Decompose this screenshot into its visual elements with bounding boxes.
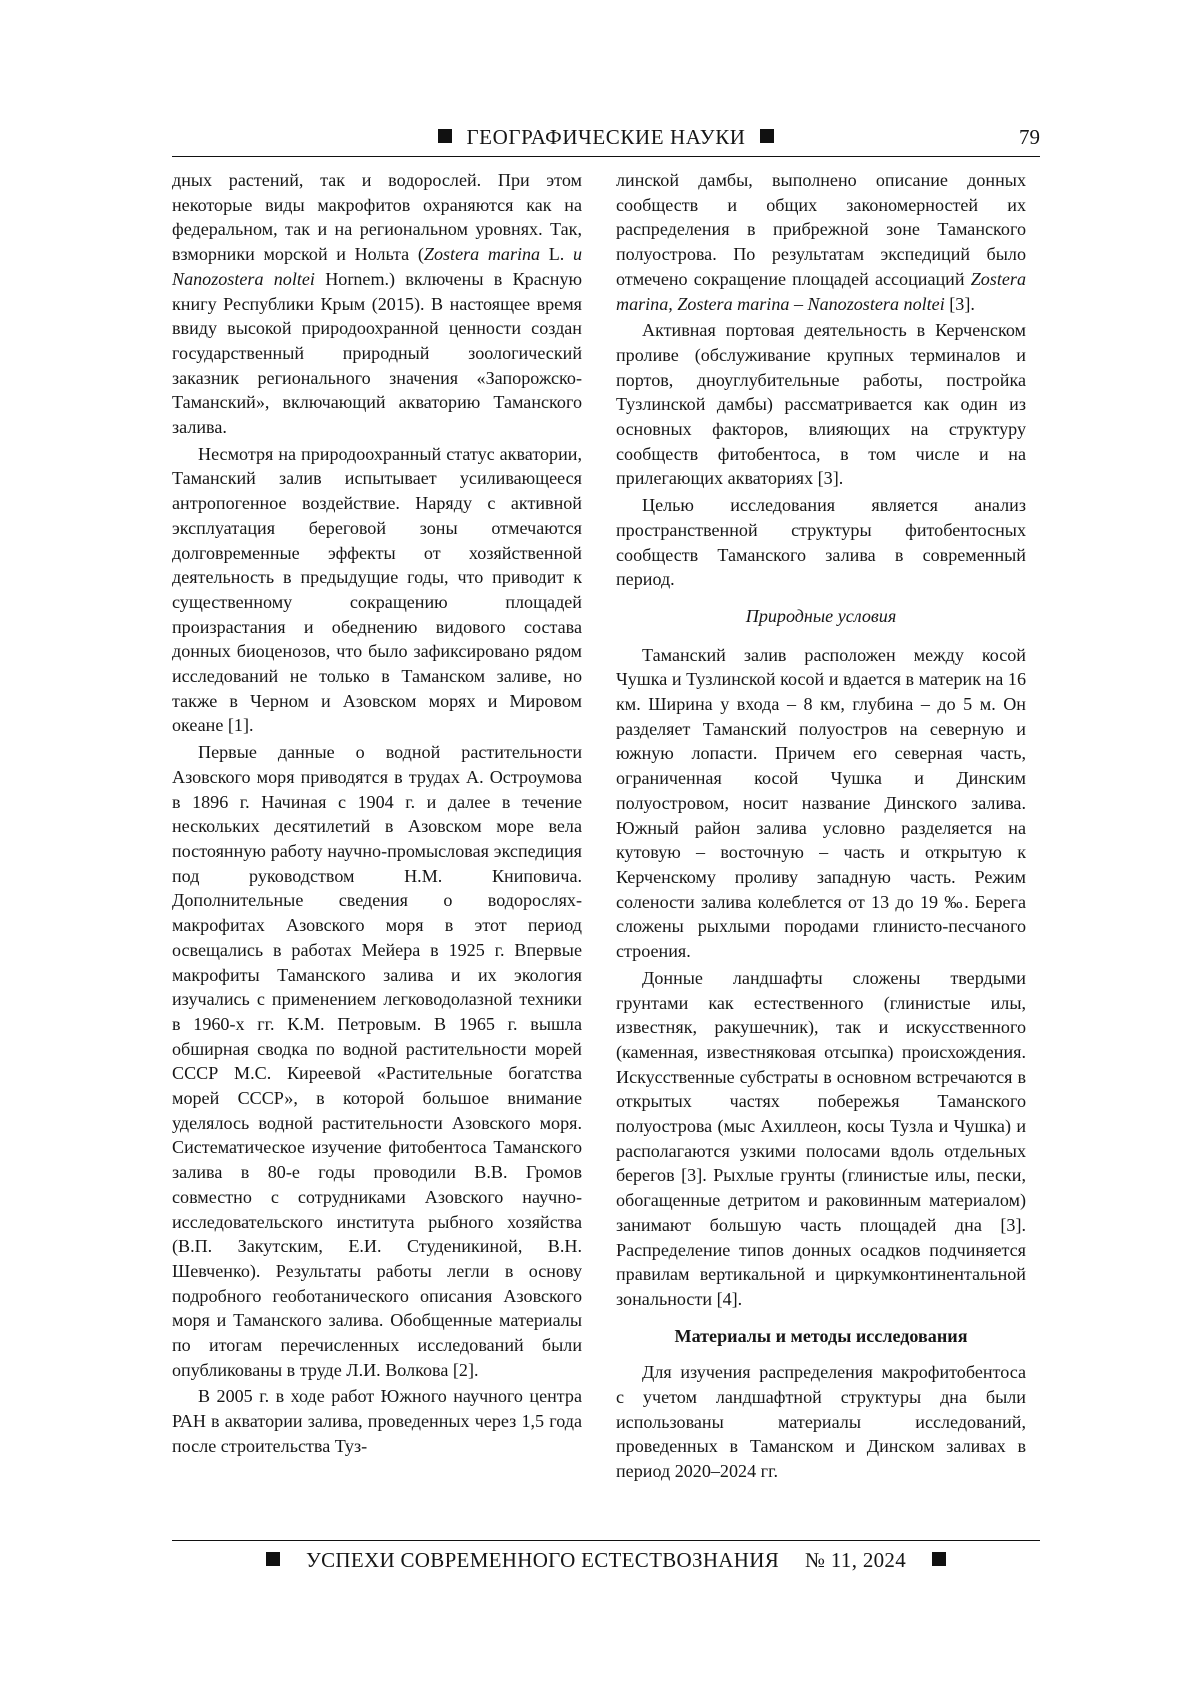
header-rule xyxy=(172,156,1040,157)
paragraph: Несмотря на природоохранный статус акватории, Таманский залив испытывает усиливающееся антропогенное воздействие. Наряду с активной эксплуатация береговой зоны отмечаются долговременные эффекты от хозяйственной деятельность в предыдущие годы, что приводит к существенному сокращению площадей произрастания и обеднению видового состава донных биоценозов, что было зафиксировано рядом исследований не только в Таманском заливе, но также в Черном и Азовском морях и Мировом океане [1]. xyxy=(172,443,582,736)
paragraph: В 2005 г. в ходе работ Южного научного центра РАН в акватории залива, проведенных через 1,5 года после строительства Туз- xyxy=(172,1386,582,1456)
subsection-heading: Природные условия xyxy=(745,605,897,626)
page-number: 79 xyxy=(1019,125,1040,149)
page-footer xyxy=(172,1545,1040,1575)
paragraph: Целью исследования является анализ пространственной структуры фитобентосных сообществ Таманского залива в современный период. xyxy=(616,495,1026,590)
square-bullet-icon xyxy=(932,1552,946,1566)
square-bullet-icon xyxy=(266,1552,280,1566)
paragraph: Первые данные о водной растительности Азовского моря приводятся в трудах А. Остроумова в 1896 г. Начиная с 1904 г. и далее в течение нескольких десятилетий в Азовском море вела постоянную работу научно-промысловая экспедиция под руководством Н.М. Книповича. Дополнительные сведения о водорослях-макрофитах Азовского моря в этот период освещались в работах Мейера в 1925 г. Впервые макрофиты Таманского залива и их экология изучались с применением легководолазной техники в 1960-х гг. К.М. Петровым. В 1965 г. вышла обширная сводка по водной растительности морей СССР М.С. Киреевой «Растительные богатства морей СССР», в которой большое внимание уделялось водной растительности Азовского моря. Систематическое изучение фитобентоса Таманского залива в 80-е годы проводили В.В. Громов совместно с сотрудниками Азовского научно-исследовательского института рыбного хозяйства (В.П. Закутским, Е.И. Студеникиной, В.Н. Шевченко). Результаты работы легли в основу подробного геоботанического описания Азовского моря и Таманского залива. Обобщенные материалы по итогам перечисленных исследований были опубликованы в труде Л.И. Волкова [2]. xyxy=(172,742,582,1380)
journal-name: УСПЕХИ СОВРЕМЕННОГО ЕСТЕСТВОЗНАНИЯ xyxy=(305,1548,780,1572)
square-bullet-icon xyxy=(438,129,452,143)
section-heading: Материалы и методы исследования xyxy=(674,1325,968,1346)
journal-section-title: ГЕОГРАФИЧЕСКИЕ НАУКИ xyxy=(466,125,746,149)
paragraph: линской дамбы, выполнено описание донных сообществ и общих закономерностей их распределения в прибрежной зоне Таманского полуострова. По результатам экспедиций было отмечено сокращение площадей ассоциаций Zostera marina, Zostera marina – Nanozostera noltei [3]. xyxy=(616,170,1026,314)
paragraph: Донные ландшафты сложены твердыми грунтами как естественного (глинистые илы, известняк, ракушечник), так и искусственного (каменная, известняковая отсыпка) происхождения. Искусственные субстраты в основном встречаются в открытых частях побережья Таманского полуострова (мыс Ахиллеон, косы Тузла и Чушка) и располагаются узкими полосами вдоль отдельных берегов [3]. Рыхлые грунты (глинистые илы, пески, обогащенные детритом и раковинным материалом) занимают большую часть площадей дна [3]. Распределение типов донных осадков подчиняется правилам вертикальной и циркумконтинентальной зональности [4]. xyxy=(616,967,1026,1309)
left-column xyxy=(172,168,582,1459)
running-head xyxy=(172,122,1040,152)
issue-number: № 11, 2024 xyxy=(805,1548,907,1572)
paragraph: дных растений, так и водорослей. При этом некоторые виды макрофитов охраняются как на федеральном, так и на региональном уровнях. Так, взморники морской и Нольта (Zostera marina L. и Nanozostera noltei Hornem.) включены в Красную книгу Республики Крым (2015). В настоящее время ввиду высокой природоохранной ценности создан государственный природный зоологический заказник регионального значения «Запорожско-Таманский», включающий акваторию Таманского залива. xyxy=(172,170,583,438)
paragraph: Активная портовая деятельность в Керченском проливе (обслуживание крупных терминалов и портов, дноуглубительные работы, постройка Тузлинской дамбы) рассматривается как один из основных факторов, влияющих на структуру сообществ фитобентоса, в том числе и на прилегающих акваториях [3]. xyxy=(616,320,1026,489)
paragraph: Таманский залив расположен между косой Чушка и Тузлинской косой и вдается в материк на 16 км. Ширина у входа – 8 км, глубина – до 5 м. Он разделяет Таманский полуостров на северную и южную лопасти. Причем его северная часть, ограниченная косой Чушка и Динским полуостровом, носит название Динского залива. Южный район залива условно разделяется на кутовую – восточную – часть и открытую к Керченскому проливу западную часть. Режим солености залива колеблется от 13 до 19 ‰. Берега сложены рыхлыми породами глинисто-песчаного строения. xyxy=(616,644,1026,962)
paragraph: Для изучения распределения макрофитобентоса с учетом ландшафтной структуры дна были использованы материалы исследований, проведенных в Таманском и Динском заливах в период 2020–2024 гг. xyxy=(616,1362,1026,1482)
footer-rule xyxy=(172,1540,1040,1541)
square-bullet-icon xyxy=(760,129,774,143)
page-header xyxy=(172,122,1040,156)
right-column xyxy=(616,168,1026,1484)
